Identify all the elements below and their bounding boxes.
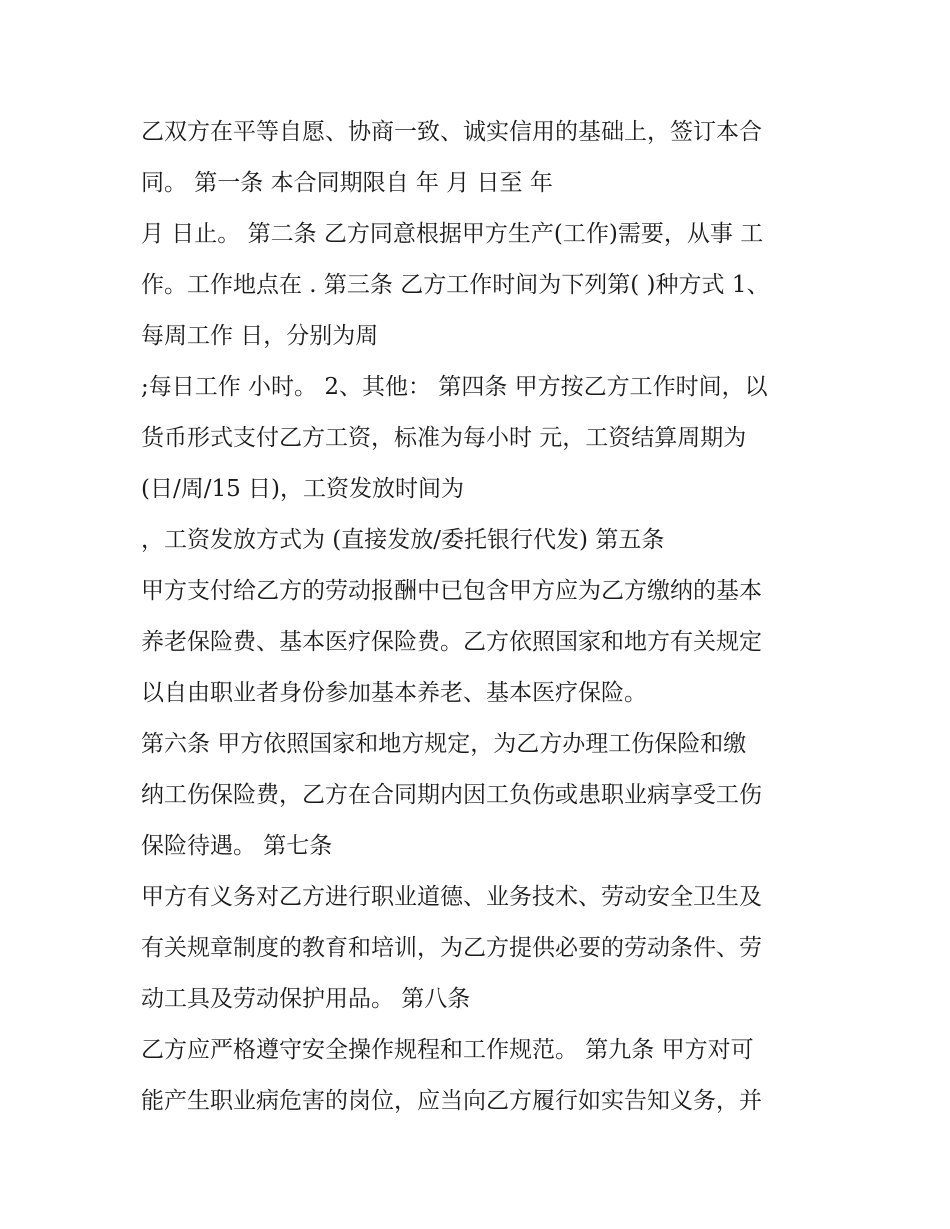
contract-text-body — [141, 107, 821, 1127]
text-line: ，工资发放方式为 (直接发放/委托银行代发) 第五条 — [141, 527, 665, 553]
text-line: 有关规章制度的教育和培训，为乙方提供必要的劳动条件、劳 — [141, 935, 762, 961]
text-line: 动工具及劳动保护用品。 第八条 — [141, 986, 471, 1012]
text-line: 甲方支付给乙方的劳动报酬中已包含甲方应为乙方缴纳的基本 — [141, 578, 762, 604]
text-line: 作。工作地点在 . 第三条 乙方工作时间为下列第( )种方式 1、 — [141, 272, 770, 298]
text-line: 保险待遇。 第七条 — [141, 833, 333, 859]
text-line: 能产生职业病危害的岗位，应当向乙方履行如实告知义务，并 — [141, 1088, 762, 1114]
text-line: 同。 第一条 本合同期限自 年 月 日至 年 — [141, 170, 553, 196]
text-line: 养老保险费、基本医疗保险费。乙方依照国家和地方有关规定 — [141, 629, 762, 655]
text-line: ;每日工作 小时。 2、其他： 第四条 甲方按乙方工作时间，以 — [141, 374, 768, 400]
text-line: (日/周/15 日)，工资发放时间为 — [141, 476, 465, 502]
text-line: 纳工伤保险费，乙方在合同期内因工负伤或患职业病享受工伤 — [141, 782, 762, 808]
text-line: 货币形式支付乙方工资，标准为每小时 元，工资结算周期为 — [141, 425, 747, 451]
text-line: 每周工作 日，分别为周 — [141, 323, 379, 349]
text-line: 以自由职业者身份参加基本养老、基本医疗保险。 — [141, 680, 647, 706]
text-line: 乙双方在平等自愿、协商一致、诚实信用的基础上，签订本合 — [141, 119, 762, 145]
text-line: 第六条 甲方依照国家和地方规定，为乙方办理工伤保险和缴 — [141, 731, 747, 757]
text-line: 甲方有义务对乙方进行职业道德、业务技术、劳动安全卫生及 — [141, 884, 762, 910]
text-line: 乙方应严格遵守安全操作规程和工作规范。 第九条 甲方对可 — [141, 1037, 754, 1063]
text-line: 月 日止。 第二条 乙方同意根据甲方生产(工作)需要，从事 工 — [141, 221, 764, 247]
